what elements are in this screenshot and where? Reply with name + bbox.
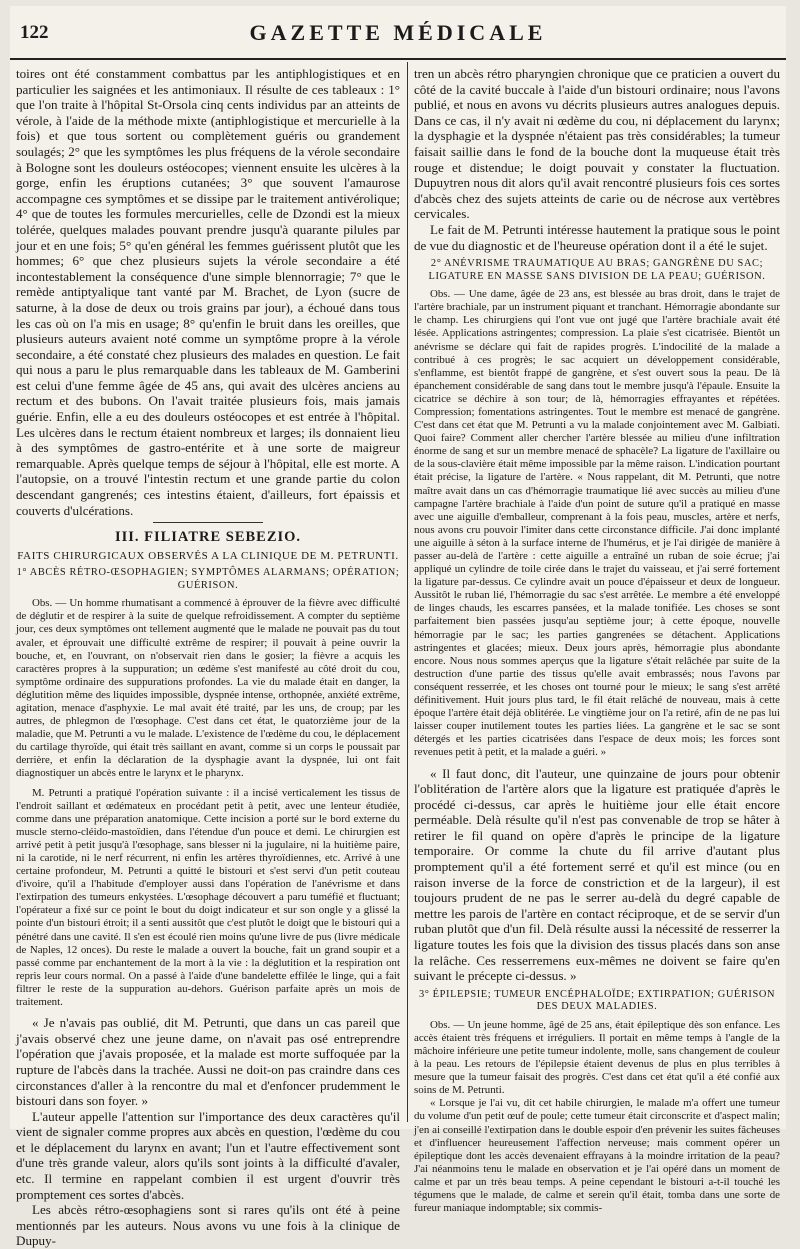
- observation-text: Obs. — Un jeune homme, âgé de 25 ans, était épileptique dès son enfance. Les accès étaient très fréquens et irréguliers. Il portait en même temps à l'angle de la mâchoire inférieure une petite tumeur indolente, molle, sans changement de couleur à la peau. Les retours de l'épilepsie étaient devenus de plus en plus terribles à mesure que la tumeur faisait des progrès. C'est dans cet état qu'il a été confié aux soins de M. Petrunti.: [414, 1018, 780, 1097]
- newspaper-page: [10, 6, 786, 1249]
- observation-text: M. Petrunti a pratiqué l'opération suivante : il a incisé verticalement les tissus de l'endroit saillant et œdémateux en procédant petit à petit, avec une lenteur étudiée, comme dans une préparation anatomique. Cette incision a porté sur le bord externe du muscle sterno-cléido-mastoïdien, dans l'étendue d'un pouce et demi. Le chirurgien est arrivé petit à petit jusqu'à l'œsophage, sans blesser ni la jugulaire, ni la huitième paire, ni la carotide, ni le nerf récurrent, ni enfin les artères thyroïdiennes, etc. Arrivé à une certaine profondeur, M. Petrunti a quitté le bistouri et s'est servi d'un petit couteau d'ivoire, qu'il a l'habitude d'employer aussi dans l'opération de l'anévrisme et dans l'extirpation des tumeurs enkystées. L'œsophage découvert a paru tuméfié et fluctuant; l'opérateur a fixé sur ce point le bout du doigt indicateur et sur son ongle y a glissé la pointe d'un bistouri étroit; il a senti aussitôt que c'est plutôt le doigt que le bistouri qui a pénétré dans une cavité. Il s'en est écoulé rien moins qu'une livre de pus (livre médicale de Naples, 12 onces). Du reste le malade a ouvert la bouche, fait un grand soupir et a passé comme par enchantement de la mort à la vie : la déglutition et la respiration ont repris leur cours normal. On a passé à l'aide d'une bandelette effilée le linge, qui a fait filtrer le reste de la suppuration au-dehors. Guérison parfaite après un mois de traitement.: [16, 786, 400, 1009]
- body-paragraph: Les abcès rétro-œsophagiens sont si rares qu'ils ont été à peine mentionnés par les auteurs. Nous avons vu une fois à la clinique de Dupuy-: [16, 1202, 400, 1249]
- column-divider: [407, 62, 408, 1122]
- section-title: III. FILIATRE SEBEZIO.: [114, 529, 302, 546]
- right-column: [414, 66, 780, 1215]
- body-paragraph: L'auteur appelle l'attention sur l'importance des deux caractères qu'il vient de signaler comme propres aux abcès en question, l'œdème du cou et le déplacement du larynx en avant; l'un et l'autre effectivement sont d'une très grande valeur, alors qu'ils sont joints à la difficulté d'avaler, etc. Il termine en rappelant combien il est urgent d'ouvrir très promptement ces sortes d'abcès.: [16, 1108, 400, 1202]
- case-caption: 2° ANÉVRISME TRAUMATIQUE AU BRAS; GANGRÈNE DU SAC; LIGATURE EN MASSE SANS DIVISION DE LA PEAU; GUÉRISON.: [428, 258, 766, 282]
- body-paragraph: Le fait de M. Petrunti intéresse hautement la pratique sous le point de vue du diagnostic et de l'heureuse opération dont il a été le sujet.: [414, 221, 780, 253]
- quote-paragraph: « Il faut donc, dit l'auteur, une quinzaine de jours pour obtenir l'oblitération de l'artère alors que la ligature est pratiquée d'après le procédé ci-dessus, car après le huitième jour elle était encore perméable. Delà résulte qu'il n'est pas convenable de trop se hâter à retirer le fil quand on opère d'après le principe de la ligature temporaire. Or comme la chute du fil arrive d'autant plus promptement qu'il a été fortement serré et qu'il est mince (ou en raison inverse de la force de constriction et de la largeur), il est toujours prudent de ne pas le serrer au-delà du degré capable de mettre les parois de l'artère en contact réciproque, et de se servir d'un ruban plutôt que d'un fil. Delà résulte aussi la nécessité de resserrer la ligature toutes les fois que la division des tissus placés dans son anse la relâche. Ces resserremens eux-mêmes ne doivent se faire qu'en suivant le précepte ci-dessus. »: [414, 765, 780, 984]
- case-caption: 3° ÉPILEPSIE; TUMEUR ENCÉPHALOÏDE; EXTIRPATION; GUÉRISON DES DEUX MALADIES.: [418, 988, 776, 1013]
- case-caption: 1° ABCÈS RÉTRO-ŒSOPHAGIEN; SYMPTÔMES ALARMANS; OPÉRATION; GUÉRISON.: [16, 567, 400, 591]
- observation-text: Obs. — Une dame, âgée de 23 ans, est blessée au bras droit, dans le trajet de l'artère brachiale, par un instrument piquant et tranchant. Hémorragie abondante sur le champ. Les chirurgiens qui l'ont vue ont jugé que l'artère brachiale avait été lésée. Applications astringentes; compression. La plaie s'est cicatrisée. Bientôt un anévrisme se déclare qui fait de rapides progrès. L'indocilité de la malade a contribué à ces progrès; le sac acquiert un développement considérable, s'enflamme, est bientôt frappé de gangrène, et s'est ouvert sous la peau. De là épanchement considérable de sang dans tout le membre jusqu'à l'épaule. Ensuite la cicatrice se déchire à son tour; de là, hémorragies effrayantes et répétées. Compression; fomentations astringentes. Tout le membre est menacé de gangrène. C'est dans cet état que M. Petrunti a vu la malade conjointement avec M. Galbiati. Quoi faire? Comment aller chercher l'artère blessée au milieu d'une infiltration énorme de sang et sur un membre menacé de sphacèle? La ligature de l'axillaire ou de la sous-clavière était même impossible par la même raison. L'indication pourtant était précise, la ligature de l'artère. « Nous rappelant, dit M. Petrunti, que notre maître avait dans un cas d'hémorragie traumatique lié avec succès au milieu d'une campagne l'artère brachiale à l'aide d'un point de suture qu'il a pratiqué en masse avec une aiguille d'emballeur, comprenant à la fois peau, muscles, artère et nerfs, nous avons cru pouvoir l'imiter dans cette circonstance difficile. J'ai donc implanté une aiguille à séton à la surface interne de l'humérus, et je l'ai dirigée de manière à passer au-delà de l'artère : cette aiguille a entraîné un ruban de soie écrue; j'ai appliqué un cylindre de toile cirée dans le trajet du vaisseau, et j'ai serré fortement la ligature par-dessus. Ce cylindre avait un pouce d'épaisseur et deux de longueur. Aussitôt le ruban lié, l'hémorragie du sac s'est arrêtée. Le membre a été enveloppé de linges chauds, les escarres pansées, et la malade tonifiée. Les choses se sont parfaitement bien passées jusqu'au septième jour; à cette époque, nouvelle hémorragie par le sac; les parties gangrenées se détachent. Applications astringentes et glacées; mieux. Deux jours après, hémorragie plus abondante encore. Nous nous sommes aperçus que la ligature s'était relâchée par suite de la destruction d'une partie des tissus qu'elle avait embrassés; nous l'avons par conséquent resserrée, et les choses ont tourné pour le mieux; le sang s'est arrêté définitivement. Huit jours plus tard, le fil était relâché de nouveau, mais à cette époque l'artère était déjà oblitérée. Le vingtième jour on l'a retiré, afin de ne pas lui laisser couper inutilement toutes les parties liées. La gangrène et le sac se sont détergés et les parties cicatrisées dans l'espace de deux mois; les forces sont revenues petit à petit, et la malade a guéri. »: [414, 288, 780, 759]
- quote-paragraph: « Je n'avais pas oublié, dit M. Petrunti, que dans un cas pareil que j'avais observé chez une jeune dame, on n'avait pas osé entreprendre l'opération que j'avais proposée, et la malade est morte suffoquée par la rupture de l'abcès dans la trachée. Aussi ne doit-on pas craindre dans ces circonstances d'aller à la rencontre du mal et d'enfoncer prudemment le bistouri dans son foyer. »: [16, 1015, 400, 1109]
- page-header: [10, 6, 786, 60]
- observation-text: « Lorsque je l'ai vu, dit cet habile chirurgien, le malade m'a offert une tumeur du volume d'un petit œuf de poule; cette tumeur était circonscrite et d'aspect malin; j'en ai conseillé l'extirpation dans le double espoir d'en prévenir les suites fâcheuses et d'influencer heureusement l'affection nerveuse; mais comment opérer un épileptique dont les accès devenaient effrayans à la moindre irritation de la peau? J'ai néanmoins tenu le malade en observation et je l'ai opéré dans un moment de calme et par un très beau temps. A peine cependant le bistouri a-t-il touché les tégumens que le malade, de calme et serein qu'il était, tomba dans une sorte de fureur maniaque indomptable; six commis-: [414, 1097, 780, 1215]
- page-number: 122: [20, 22, 49, 43]
- observation-text: Obs. — Un homme rhumatisant a commencé à éprouver de la fièvre avec difficulté de déglutir et de respirer à la suite de quelque refroidissement. A compter du septième jour, ces deux symptômes ont tellement augmenté que le malade ne pouvait pas du tout avaler, et éprouvait une difficulté extrême de respirer; il pouvait à peine ouvrir la bouche, et, en l'ouvrant, on n'observait rien dans le gosier; la fièvre a acquis les caractères propres à la suppuration; un œdème s'est manifesté au côté droit du cou, symptôme ordinaire des suppurations profondes. La vie du malade était en danger, la déglutition même des liquides impossible, dyspnée intense, orthopnée, anxiété extrême, agitation, menace d'asphyxie. Le mal avait été traité, par les uns, de croup; par les autres, de phlegmon de l'œsophage. C'est dans cet état, le quatorzième jour de la maladie, que M. Petrunti a vu le malade. L'existence de l'œdème du cou, le déplacement du cartilage thyroïde, qui était très saillant en avant, comme si un corps le poussait par derrière, et enfin la déclaration de la dysphagie avant la dyspnée, lui ont fait diagnostiquer un abcès entre le larynx et le pharynx.: [16, 597, 400, 780]
- journal-title: GAZETTE MÉDICALE: [249, 20, 547, 45]
- intro-paragraph: toires ont été constamment combattus par les antiphlogistiques et en particulier les saignées et les antimoniaux. Il résulte de ces tableaux : 1° que l'on traite à l'hôpital St-Orsola cinq cents individus par an atteints de vérole, à l'aide de la méthode mixte (antiphlogistique et mercurielle à la fois) et que tous sortent ou complètement guéris ou grandement soulagés; 2° que les symptômes les plus fréquens de la vérole secondaire à Bologne sont les douleurs ostéocopes; viennent ensuite les ulcères à la gorge, enfin les éruptions cutanées; 3° que souvent l'amaurose accompagne ces symptômes et se dissipe par le traitement antivérolique; 4° que de toutes les formules mercurielles, celle de Dzondi est la mieux tolérée, quelques malades pouvant prendre jusqu'à quarante pilules par jour et en une fois; 5° qu'en général les femmes guérissent plutôt que les hommes; 6° que chez plusieurs sujets la vérole secondaire a été incontestablement la conséquence d'une simple blennorragie; 7° que le remède antiptyalique tant vanté par M. Brachet, de Lyon (sucre de saturne, à la dose de deux ou trois grains par jour), a échoué dans tous les cas où on l'a mis en usage; 8° qu'enfin le bruit dans les oreilles, que plusieurs auteurs avaient noté comme un symptôme propre à la vérole secondaire, a été constaté chez plusieurs des malades en question. Le fait qui nous a paru le plus remarquable dans les tableaux de M. Gamberini est celui d'une femme âgée de 45 ans, qui avait des ulcères anciens au rectum et des bubons. On l'avait traitée plusieurs fois, mais jamais guérie. Enfin, elle a eu des douleurs ostéocopes et est entrée à l'hôpital. Les ulcères dans le rectum étaient nombreux et larges; ils donnaient lieu à des symptômes de gastro-entérite et à une sorte de maigreur remarquable. Après quelque temps de séjour à l'hôpital, elle est morte. A l'autopsie, on a trouvé l'intestin rectum et une grande partie du colon descendant gangrenés; ces intestins étaient, d'ailleurs, fort épaissis et couverts d'ulcérations.: [16, 66, 400, 518]
- left-column: [16, 66, 400, 1249]
- section-divider: [153, 522, 263, 523]
- continued-paragraph: tren un abcès rétro pharyngien chronique que ce praticien a ouvert du côté de la cavité buccale à l'aide d'un bistouri ordinaire; nous l'avons publié, et nous en avons vu décrits plusieurs autres analogues depuis. Dans ce cas, il n'y avait ni œdème du cou, ni déplacement du larynx; la dysphagie et la dyspnée n'étaient pas très considérables; la tumeur faisait saillie dans le fond de la bouche dont la muqueuse était très rouge et distendue; le doigt pouvait y constater la fluctuation. Dupuytren nous dit alors qu'il avait rencontré plusieurs fois ces sortes d'abcès chez des sujets atteints de carie ou de nécrose aux vertèbres cervicales.: [414, 66, 780, 222]
- section-subtitle: FAITS CHIRURGICAUX OBSERVÉS A LA CLINIQUE DE M. PETRUNTI.: [17, 550, 399, 563]
